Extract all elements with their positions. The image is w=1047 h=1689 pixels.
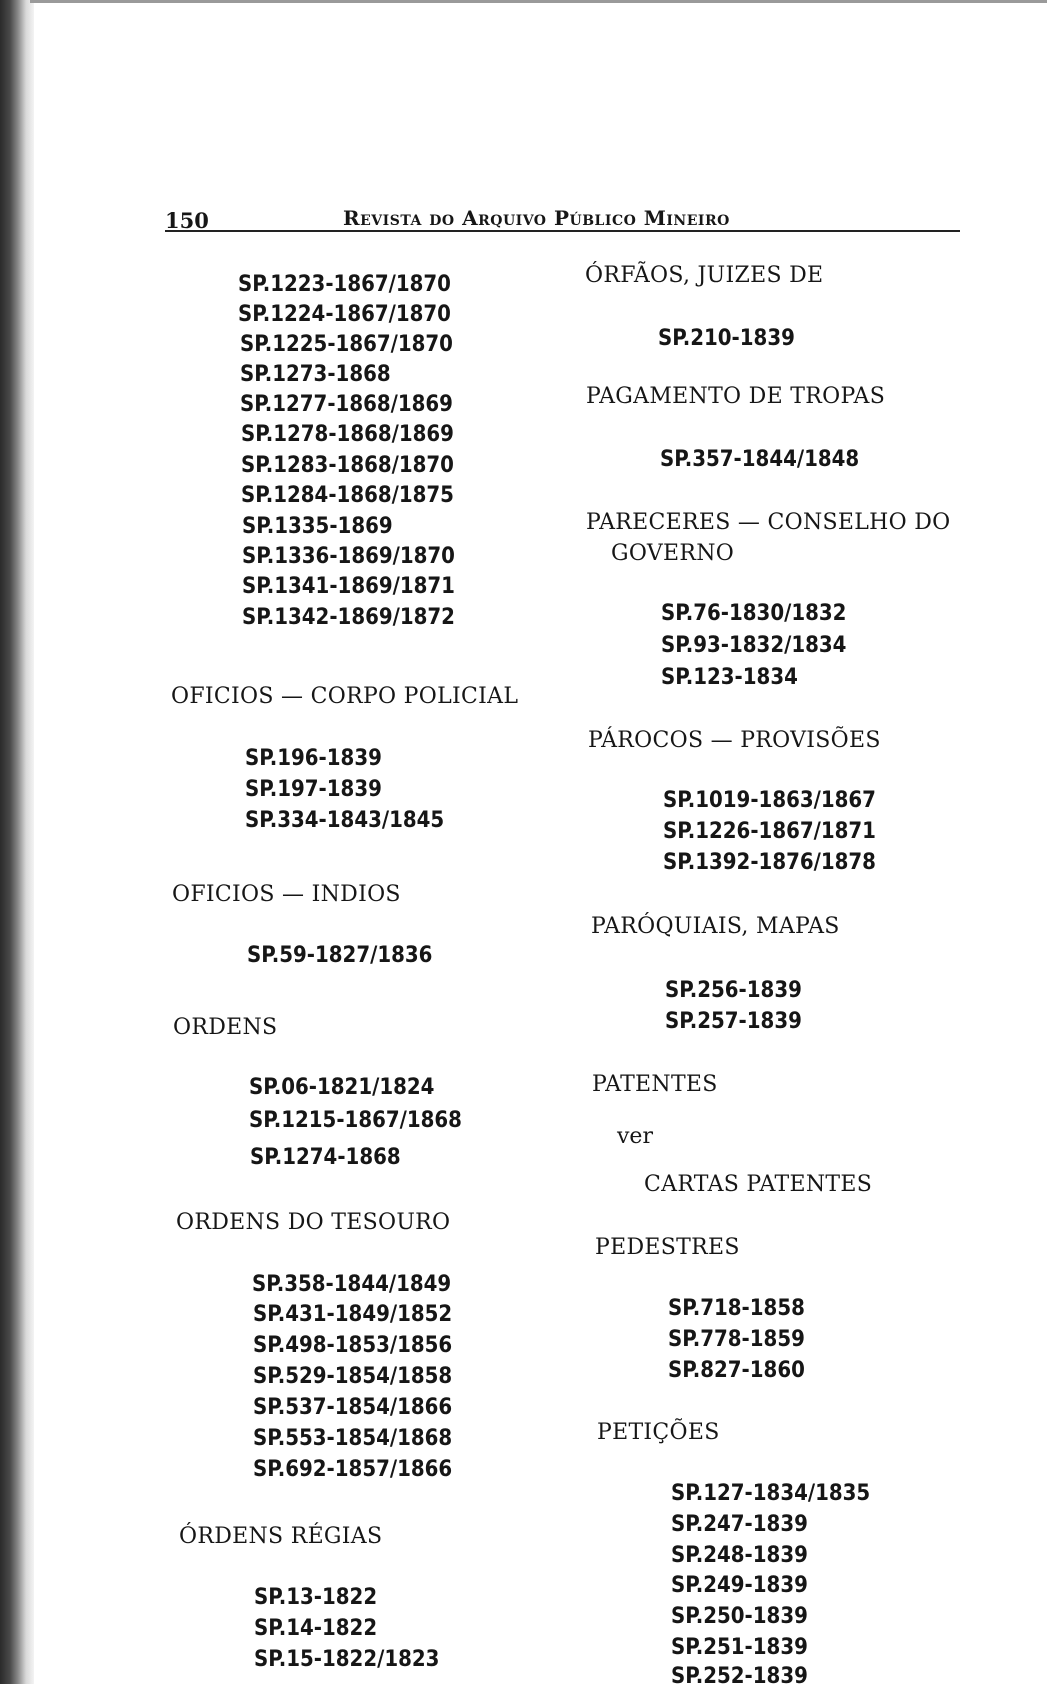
code-entry: SP.431-1849/1852 xyxy=(253,1302,453,1327)
code-entry: SP.1278-1868/1869 xyxy=(241,422,454,447)
code-entry: SP.1215-1867/1868 xyxy=(249,1108,462,1133)
code-entry: SP.1225-1867/1870 xyxy=(240,332,453,357)
code-entry: SP.252-1839 xyxy=(671,1664,808,1689)
code-entry: SP.358-1844/1849 xyxy=(252,1272,452,1297)
code-entry: SP.827-1860 xyxy=(668,1358,805,1383)
code-entry: SP.93-1832/1834 xyxy=(661,633,847,658)
code-entry: SP.250-1839 xyxy=(671,1604,808,1629)
code-entry: SP.1284-1868/1875 xyxy=(241,483,454,508)
section-heading: ÓRDENS RÉGIAS xyxy=(179,1524,383,1549)
code-entry: SP.247-1839 xyxy=(671,1512,808,1537)
section-heading: PEDESTRES xyxy=(595,1235,740,1260)
code-entry: SP.1273-1868 xyxy=(240,362,391,387)
code-entry: SP.529-1854/1858 xyxy=(253,1364,453,1389)
section-heading-continuation: GOVERNO xyxy=(611,541,735,566)
section-heading: PARECERES — CONSELHO DO xyxy=(586,510,951,535)
code-entry: SP.13-1822 xyxy=(254,1585,378,1610)
section-heading: OFICIOS — CORPO POLICIAL xyxy=(171,684,519,709)
section-heading: OFICIOS — INDIOS xyxy=(172,882,401,907)
code-entry: SP.778-1859 xyxy=(668,1327,805,1352)
code-entry: SP.1392-1876/1878 xyxy=(663,850,876,875)
code-entry: SP.1341-1869/1871 xyxy=(242,574,455,599)
code-entry: SP.1277-1868/1869 xyxy=(240,392,453,417)
running-head: Revista do Arquivo Público Mineiro xyxy=(343,206,730,230)
code-entry: SP.196-1839 xyxy=(245,746,382,771)
section-heading: PARÓQUIAIS, MAPAS xyxy=(591,914,840,939)
code-entry: SP.210-1839 xyxy=(658,326,795,351)
section-heading: PÁROCOS — PROVISÕES xyxy=(588,728,881,753)
section-heading: ORDENS xyxy=(173,1015,278,1040)
code-entry: SP.1283-1868/1870 xyxy=(241,453,454,478)
code-entry: SP.1342-1869/1872 xyxy=(242,605,455,630)
see-reference-target: CARTAS PATENTES xyxy=(644,1172,873,1197)
code-entry: SP.127-1834/1835 xyxy=(671,1481,871,1506)
code-entry: SP.123-1834 xyxy=(661,665,798,690)
code-entry: SP.1336-1869/1870 xyxy=(242,544,455,569)
section-heading: ÓRFÃOS, JUIZES DE xyxy=(585,263,824,288)
code-entry: SP.197-1839 xyxy=(245,777,382,802)
section-heading: ORDENS DO TESOURO xyxy=(176,1210,451,1235)
code-entry: SP.1226-1867/1871 xyxy=(663,819,876,844)
code-entry: SP.251-1839 xyxy=(671,1635,808,1660)
code-entry: SP.1223-1867/1870 xyxy=(238,272,451,297)
code-entry: SP.357-1844/1848 xyxy=(660,447,860,472)
page-number: 150 xyxy=(165,208,209,233)
code-entry: SP.1335-1869 xyxy=(242,514,393,539)
code-entry: SP.718-1858 xyxy=(668,1296,805,1321)
code-entry: SP.06-1821/1824 xyxy=(249,1075,435,1100)
page-header xyxy=(165,200,960,232)
code-entry: SP.256-1839 xyxy=(665,978,802,1003)
code-entry: SP.553-1854/1868 xyxy=(253,1426,453,1451)
code-entry: SP.249-1839 xyxy=(671,1573,808,1598)
section-heading: PATENTES xyxy=(592,1072,718,1097)
page-binding-edge xyxy=(0,0,34,1684)
code-entry: SP.1224-1867/1870 xyxy=(238,302,451,327)
code-entry: SP.498-1853/1856 xyxy=(253,1333,453,1358)
see-reference: ver xyxy=(617,1124,653,1149)
section-heading: PAGAMENTO DE TROPAS xyxy=(586,384,886,409)
code-entry: SP.15-1822/1823 xyxy=(254,1647,440,1672)
code-entry: SP.59-1827/1836 xyxy=(247,943,433,968)
code-entry: SP.257-1839 xyxy=(665,1009,802,1034)
section-heading: PETIÇÕES xyxy=(597,1420,720,1445)
code-entry: SP.76-1830/1832 xyxy=(661,601,847,626)
code-entry: SP.692-1857/1866 xyxy=(253,1457,453,1482)
code-entry: SP.537-1854/1866 xyxy=(253,1395,453,1420)
code-entry: SP.1274-1868 xyxy=(250,1145,401,1170)
code-entry: SP.334-1843/1845 xyxy=(245,808,445,833)
page-top-edge xyxy=(30,0,1047,3)
code-entry: SP.248-1839 xyxy=(671,1543,808,1568)
code-entry: SP.14-1822 xyxy=(254,1616,378,1641)
code-entry: SP.1019-1863/1867 xyxy=(663,788,876,813)
